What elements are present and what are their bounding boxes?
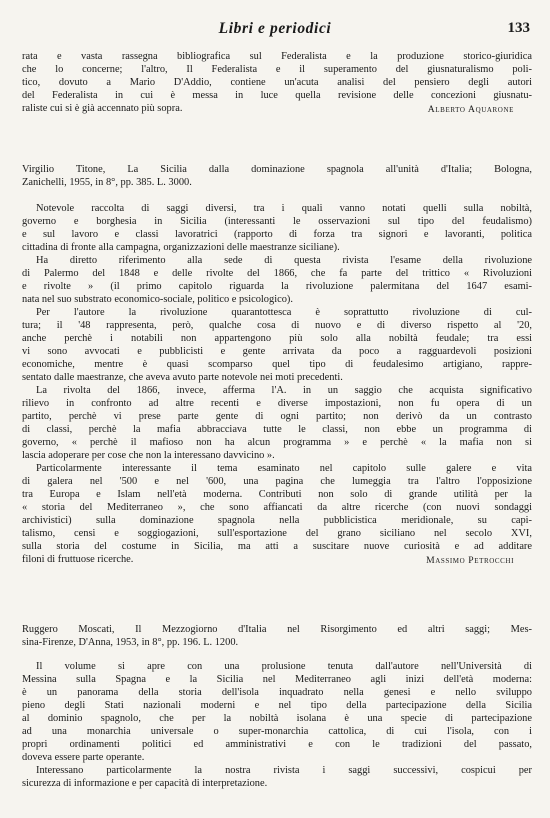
signature-row bbox=[22, 102, 532, 115]
text-line: cittadina di fronte alla campagna, organizzazioni delle maestranze siciliane). bbox=[22, 242, 340, 253]
text-line: La rivolta del 1866, invece, afferma l'A. in un saggio che acquista significativo bbox=[36, 385, 532, 396]
review-moscati-body bbox=[22, 660, 532, 790]
text-line: di classi, perchè la mafia abbracciava tutte le classi, non ebbe un programma di bbox=[22, 424, 532, 435]
text-line: è un panorama della storia dell'isola inquadrato nella genesi e nello sviluppo bbox=[22, 687, 532, 698]
signature-row bbox=[22, 553, 532, 566]
running-header bbox=[0, 20, 550, 42]
review-signature: Alberto Aquarone bbox=[427, 104, 514, 115]
text-line: tra Europa e Islam nell'età moderna. Contributi non solo di grande utilità per la bbox=[22, 489, 532, 500]
review-heading-line: sina-Firenze, D'Anna, 1953, in 8°, pp. 196. L. 1200. bbox=[22, 637, 239, 648]
text-line: del Federalista in cui è messa in luce quella revisione delle concezioni giusnatu- bbox=[22, 90, 532, 101]
text-line: propri ordinamenti politici ed amministrativi e con le tradizioni del passato, bbox=[22, 739, 532, 750]
text-line: Notevole raccolta di saggi diversi, tra i quali vanno notati quelli sulla nobiltà, bbox=[36, 203, 532, 214]
text-line: Ha diretto riferimento alla sede di questa rivista l'esame della rivoluzione bbox=[36, 255, 532, 266]
text-line: pieno degli Stati nazionali moderni e nel tipo della partecipazione della Sicilia bbox=[22, 700, 532, 711]
text-line: rata e vasta rassegna bibliografica sul Federalista e la produzione storico-giuridica bbox=[22, 51, 532, 62]
text-line: Particolarmente interessante il tema esaminato nel capitolo sulle galere e vita bbox=[36, 463, 532, 474]
text-line: economiche, mentre è quasi scomparso quel tipo di feudalesimo artigiano, rappre- bbox=[22, 359, 532, 370]
text-line: di Palermo del 1848 e delle rivolte del 1866, che fa parte del trittico « Rivoluzioni bbox=[22, 268, 532, 279]
text-line: sentato dalle maestranze, che aveva avuto parte notevole nei moti precedenti. bbox=[22, 372, 343, 383]
text-line: « storia del Mediterraneo », che sono affiancati da altre ricerche (con nuovi sondaggi bbox=[22, 502, 532, 513]
text-line: Messina sulla Spagna e la Sicilia nel Mediterraneo agli inizi dell'età moderna: bbox=[22, 674, 532, 685]
text-line: che lo concerne; l'altro, Il Federalista e il superamento del giusnaturalismo poli- bbox=[22, 64, 532, 75]
text-line: raliste cui si è già accennato più sopra. bbox=[22, 103, 183, 114]
text-line: filoni di fruttuose ricerche. bbox=[22, 554, 134, 565]
review-signature: Massimo Petrocchi bbox=[426, 555, 514, 566]
text-line: partito, perchè vi prese parte gente di ogni partito; non derivò da un contrasto bbox=[22, 411, 532, 422]
text-line: governo, « perchè il mafioso non ha alcun programma » e perchè « la mafia non si bbox=[22, 437, 532, 448]
text-line: di galera nel '500 e nel '600, una pagina che lumeggia tra l'altro l'opposizione bbox=[22, 476, 532, 487]
review-titone bbox=[22, 163, 532, 189]
text-line: doveva essere parte operante. bbox=[22, 752, 145, 763]
text-line: rilievo in confronto ad altre recenti e diverse impostazioni, non fu opera di un bbox=[22, 398, 532, 409]
text-line: e rivolte » (il primo capitolo riguarda la rivoluzione palermitana del 1647 esami- bbox=[22, 281, 532, 292]
top-paragraph bbox=[22, 50, 532, 115]
text-line: lascia adoperare per cose che non la interessano davvicino ». bbox=[22, 450, 275, 461]
page-number: 133 bbox=[507, 20, 530, 36]
text-line: Interessano particolarmente la nostra rivista i saggi successivi, cospicui per bbox=[36, 765, 532, 776]
text-line: archivistici) sulla dominazione spagnola nella pubblicistica meridionale, su capi- bbox=[22, 515, 532, 526]
review-titone-body bbox=[22, 202, 532, 566]
text-line: sulla storia del costume in Sicilia, ma atti a suscitare nuove curiosità e ad additare bbox=[22, 541, 532, 552]
text-line: tura; il '48 rappresenta, però, qualche cosa di nuovo e di diverso rispetto al '20, bbox=[22, 320, 532, 331]
text-line: nata nel suo substrato economico-sociale, politico e psicologico). bbox=[22, 294, 293, 305]
text-line: e sul lavoro e classi lavoratrici (rapporto di forza tra signori e lavoranti, politica bbox=[22, 229, 532, 240]
text-line: vi sono avvocati e pubblicisti e gente arrivata da poco a ragguardevoli posizioni bbox=[22, 346, 532, 357]
text-line: sicurezza di informazione e per capacità di interpretazione. bbox=[22, 778, 268, 789]
text-line: tico, dovuto a Mario D'Addio, contiene un'acuta analisi del pensiero degli autori bbox=[22, 77, 532, 88]
text-line: Il volume si apre con una prolusione tenuta dall'autore nell'Università di bbox=[36, 661, 532, 672]
review-heading-line: Virgilio Titone, La Sicilia dalla dominazione spagnola all'unità d'Italia; Bologna, bbox=[22, 164, 532, 175]
review-heading-line: Ruggero Moscati, Il Mezzogiorno d'Italia nel Risorgimento ed altri saggi; Mes- bbox=[22, 624, 532, 635]
running-title: Libri e periodici bbox=[218, 20, 332, 37]
text-line: Per l'autore la rivoluzione quarantottesca è soprattutto rivoluzione di cul- bbox=[36, 307, 532, 318]
text-line: governo e borghesia in Sicilia (interessanti le osservazioni sul tipo del feudalismo) bbox=[22, 216, 532, 227]
text-line: anche perchè i notabili non appartengono più solo alla nobiltà feudale; tra essi bbox=[22, 333, 532, 344]
review-moscati bbox=[22, 623, 532, 649]
text-line: talismo, censi e soggiogazioni, sull'esportazione del grano siciliano nel secolo XVI, bbox=[22, 528, 532, 539]
review-heading-line: Zanichelli, 1955, in 8°, pp. 385. L. 3000. bbox=[22, 177, 192, 188]
text-line: ad una monarchia universale o super-monarchia cattolica, di cui l'isola, con i bbox=[22, 726, 532, 737]
text-line: al dominio spagnolo, che per la nobiltà isolana è una specie di partecipazione bbox=[22, 713, 532, 724]
